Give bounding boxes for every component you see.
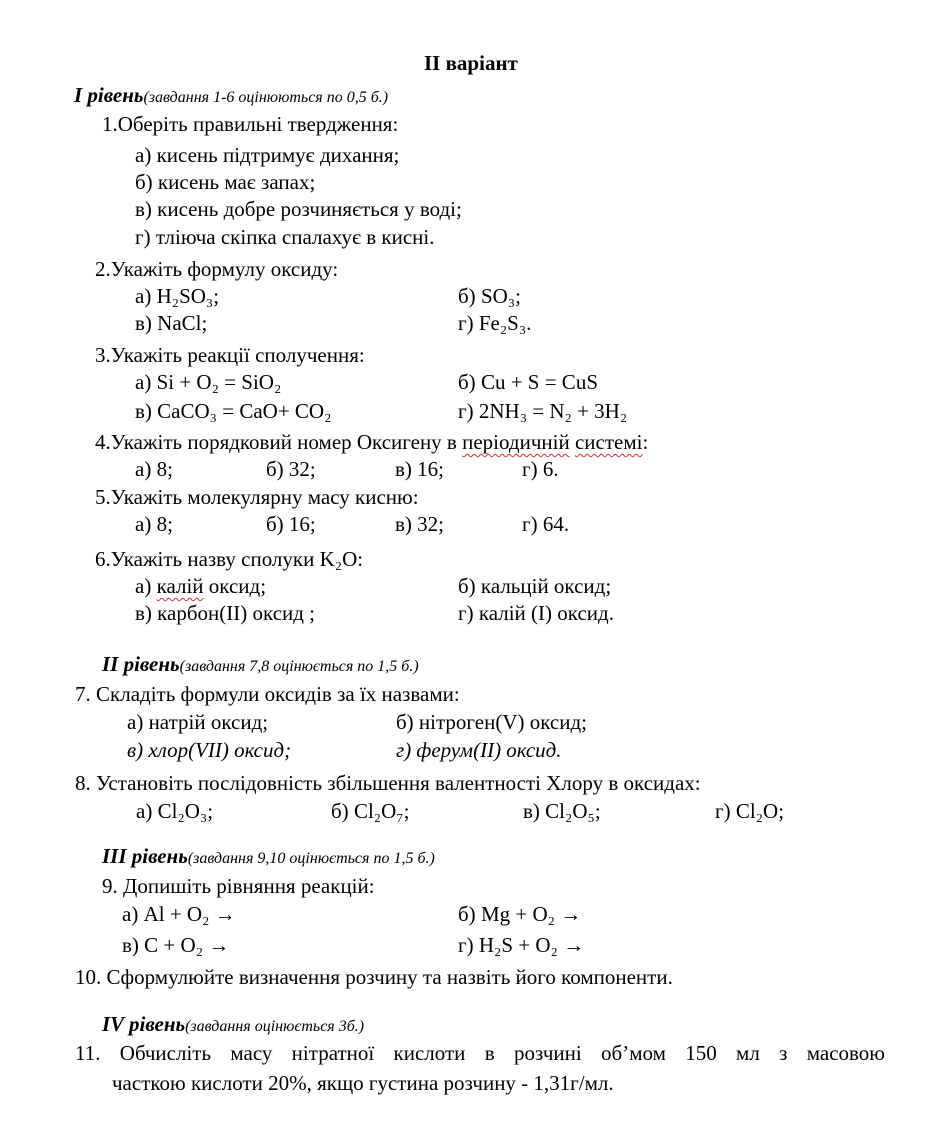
question-6: 6.Укажіть назву сполуки K₂O: — [95, 547, 364, 571]
q2-b-label: б) — [458, 284, 481, 308]
question-8: 8. Установіть послідовність збільшення валентності Хлору в оксидах: — [75, 771, 701, 795]
q3-option-b — [458, 369, 598, 395]
question-5: 5.Укажіть молекулярну масу кисню: — [95, 485, 419, 509]
level-4-note: (завдання оцінюється 3б.) — [185, 1018, 365, 1035]
spellcheck-underline-word: періодичній — [462, 430, 570, 454]
q2-option-b — [458, 283, 521, 309]
q7-option-c: в) хлор(VІІ) оксид; — [127, 738, 292, 762]
question-11-line-2: часткою кислоти 20%, якщо густина розчину - 1,31г/мл. — [112, 1071, 614, 1095]
q8-option-c — [523, 798, 601, 824]
q9-d-equation: H₂S + O₂ → — [478, 933, 585, 957]
q4-text-end: : — [642, 430, 649, 454]
level-1-name: І рівень — [74, 83, 144, 107]
question-1: 1.Оберіть правильні твердження: — [102, 112, 399, 136]
q8-c-formula: Cl₂O₅; — [545, 799, 601, 823]
q9-a-equation: Al + O₂ → — [143, 902, 236, 926]
level-3-note: (завдання 9,10 оцінюється по 1,5 б.) — [187, 850, 435, 867]
q9-c-equation: C + O₂ → — [144, 933, 230, 957]
q2-option-a — [135, 283, 219, 309]
q6-option-d: г) калій (І) оксид. — [458, 601, 614, 625]
q9-a-label: а) — [122, 902, 144, 926]
q2-option-d — [458, 310, 531, 336]
q9-b-equation: Mg + O₂ → — [480, 902, 582, 926]
level-2-note: (завдання 7,8 оцінюється по 1,5 б.) — [179, 658, 419, 675]
level-4-name: ІV рівень — [102, 1012, 186, 1036]
q2-c-label: в) — [135, 311, 158, 335]
q8-c-label: в) — [523, 799, 546, 823]
page-title: ІІ варіант — [424, 51, 518, 75]
q8-d-label: г) — [715, 799, 736, 823]
q1-option-d: г) тліюча скіпка спалахує в кисні. — [135, 225, 435, 249]
level-4-header — [102, 1011, 364, 1040]
q5-option-b: б) 16; — [266, 512, 316, 536]
question-9: 9. Допишіть рівняння реакцій: — [102, 874, 375, 898]
q9-d-label: г) — [458, 933, 479, 957]
q1-option-a: а) кисень підтримує дихання; — [135, 143, 400, 167]
question-4 — [95, 429, 648, 455]
level-3-name: ІІІ рівень — [102, 844, 188, 868]
q3-option-a — [135, 369, 281, 395]
q3-option-d — [458, 398, 627, 424]
q3-a-label: а) — [135, 370, 157, 394]
q6-a-rest: оксид; — [203, 574, 267, 598]
q8-option-a — [136, 798, 213, 824]
q4-option-c: в) 16; — [395, 457, 444, 481]
q8-d-formula: Cl₂O; — [735, 799, 785, 823]
q2-d-formula: Fe₂S₃. — [478, 311, 532, 335]
level-1-note: (завдання 1-6 оцінюються по 0,5 б.) — [143, 89, 389, 106]
question-7: 7. Складіть формули оксидів за їх назвами: — [75, 682, 460, 706]
q1-option-c: в) кисень добре розчиняється у воді; — [135, 197, 462, 221]
q3-a-equation: Si + O₂ = SiO₂ — [156, 370, 282, 394]
q3-c-label: в) — [135, 399, 158, 423]
q5-option-d: г) 64. — [522, 512, 570, 536]
q6-option-c: в) карбон(ІІ) оксид ; — [135, 601, 316, 625]
q2-b-formula: SO₃; — [480, 284, 521, 308]
q8-b-label: б) — [331, 799, 354, 823]
q9-c-label: в) — [122, 933, 145, 957]
q6-option-b: б) кальцій оксид; — [458, 574, 612, 598]
question-3: 3.Укажіть реакції сполучення: — [95, 343, 365, 367]
question-2: 2.Укажіть формулу оксиду: — [95, 257, 339, 281]
q5-option-c: в) 32; — [395, 512, 444, 536]
q2-a-label: а) — [135, 284, 157, 308]
q8-b-formula: Cl₂O₇; — [353, 799, 410, 823]
q3-b-label: б) — [458, 370, 481, 394]
q4-text-start: 4.Укажіть порядковий номер Оксигену в — [95, 430, 463, 454]
q3-b-equation: Cu + S = CuS — [480, 370, 598, 394]
q9-option-a — [122, 901, 236, 927]
q3-option-c — [135, 398, 331, 424]
q1-option-b: б) кисень має запах; — [135, 170, 316, 194]
q2-option-c — [135, 310, 207, 336]
q7-option-b: б) нітроген(V) оксид; — [396, 710, 587, 734]
q9-b-label: б) — [458, 902, 481, 926]
q3-d-label: г) — [458, 399, 479, 423]
level-3-header — [102, 843, 435, 872]
q4-option-d: г) 6. — [522, 457, 559, 481]
q8-option-d — [715, 798, 784, 824]
q2-a-formula: H₂SO₃; — [156, 284, 220, 308]
q4-option-b: б) 32; — [266, 457, 316, 481]
q3-c-equation: CaCO₃ = CaO+ CO₂ — [157, 399, 332, 423]
level-1-header — [74, 82, 388, 111]
q6-option-a — [135, 573, 266, 599]
q9-option-d — [458, 932, 584, 958]
q2-d-label: г) — [458, 311, 479, 335]
q9-option-b — [458, 901, 581, 927]
q2-c-formula: NaCl; — [157, 311, 208, 335]
spellcheck-underline-word: калій — [156, 574, 204, 598]
level-2-name: ІІ рівень — [102, 652, 180, 676]
q5-option-a: а) 8; — [135, 512, 173, 536]
q4-option-a: а) 8; — [135, 457, 173, 481]
level-2-header — [102, 651, 419, 680]
question-10: 10. Сформулюйте визначення розчину та назвіть його компоненти. — [75, 965, 673, 989]
spellcheck-underline-word: системі — [574, 430, 643, 454]
q8-a-formula: Cl₂O₃; — [157, 799, 214, 823]
q3-d-equation: 2NH₃ = N₂ + 3H₂ — [478, 399, 628, 423]
q8-a-label: а) — [136, 799, 158, 823]
q8-option-b — [331, 798, 409, 824]
q7-option-d: г) ферум(ІІ) оксид. — [396, 738, 562, 762]
question-11-line-1: 11. Обчисліть масу нітратної кислоти в розчині об’мом 150 мл з масовою — [75, 1041, 885, 1065]
q9-option-c — [122, 932, 229, 958]
q7-option-a: а) натрій оксид; — [127, 710, 269, 734]
q6-a-label: а) — [135, 574, 157, 598]
